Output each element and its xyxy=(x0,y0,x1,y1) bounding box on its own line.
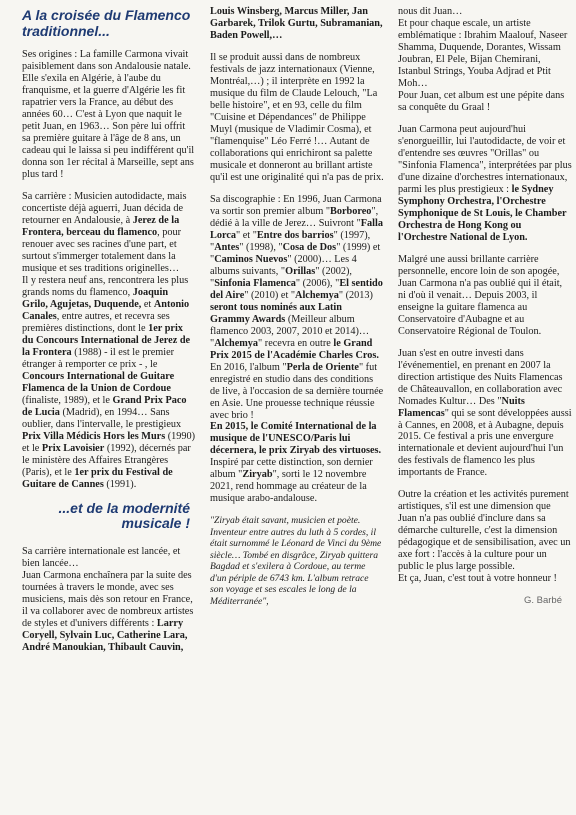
international-career-paragraph: Sa carrière internationale est lancée, et bien lancée… xyxy=(22,546,181,570)
collaborations-paragraph: Juan Carmona enchaînera par la suite des tournées à travers le monde, avec ses musiciens, mais dès son retour en France, il va collaborer avec de nombreux artistes de styles et d'univers différents : Larry Coryell, Sylvain Luc, Catherine Lara, André Manoukian, Thibault Cauvin, xyxy=(22,570,194,653)
teaching-paragraph: Malgré une aussi brillante carrière personnelle, encore loin de son apogée, Juan Carmona n'a pas oublié qui il était, ni d'où il venait… Depuis 2003, il enseigne la guitare flamenca au Conservatoire d'Aubagne et au Conservatoire Régional de Toulon. xyxy=(398,253,563,337)
festivals-paragraph: Il se produit aussi dans de nombreux festivals de jazz internationaux (Vienne, Montréal,…) ; il interprète en 1992 la musique du film de Claude Lelouch, "La belle histoire", et en 93, celle du film "Cuisine et Dépendances" de Philippe Muyl (musique de Vladimir Cosma), et "flamenquise" Léo Ferré !… Autant de collaborations qui enrichiront sa palette musicale et donneront au brillant artiste qu'il est une originalité qui n'a pas de prix. xyxy=(210,51,384,183)
album-guests-paragraph: Et pour chaque escale, un artiste emblématique : Ibrahim Maalouf, Naseer Shamma, Duquende, Dorantes, Wissam Joubran, El Pele, Bijan Chemirani, Istanbul Strings, Youba Adjrad et Ptit Moh… xyxy=(398,17,568,89)
author-signature: G. Barbé xyxy=(523,595,562,607)
section-heading-modernity: ...et de la modernité musicale ! xyxy=(58,499,190,532)
perla-de-oriente-paragraph: En 2016, l'album "Perla de Oriente" fut enregistré en studio dans des conditions de live, à l'occasion de sa dernière tournée en Asie. Une prouesse technique réussie avec brio ! xyxy=(210,361,384,421)
origins-paragraph: Ses origines : La famille Carmona vivait paisiblement dans son Andalousie natale. Elle s'exila en Algérie, à l'aube du franquisme, et la guerre d'Algérie les fit rapatrier vers la France, au début des années 60… C'est à Lyon que naquit le petit Juan, en 1963… Son père lui offrit sa première guitare à l'âge de 8 ans, un cadeau qui le laissa si peu indifférent qu'il donna son 1er récital à Marseille, sept ans plus tard ! xyxy=(22,49,195,181)
awards-paragraph: Il y restera neuf ans, rencontrera les plus grands noms du flamenco, Joaquin Grilo, Agujetas, Duquende, et Antonio Canales, entre autres, et recevra ses premières distinctions, dont le 1er prix du Concours International de Jerez de la Frontera (1988) - il est le premier étranger à remporter ce prix - , le Concours International de Guitare Flamenca de la Union de Cordoue (finaliste, 1989), et le Grand Prix Paco de Lucia (Madrid), en 1994… Sans oublier, dans l'intervalle, le prestigieux Prix Villa Médicis Hors les Murs (1990) et le Prix Lavoisier (1992), décernés par le ministère des Affaires Etrangères (Paris), et le 1er prix du Festival de Guitare de Cannes (1991). xyxy=(22,275,196,490)
column-1 xyxy=(22,6,196,815)
career-paragraph: Sa carrière : Musicien autodidacte, mais concertiste déjà aguerri, Juan décida de retourner en Andalousie, à Jerez de la Frontera, berceau du flamenco, pour renouer avec ses racines d'une part, et surtout s'immerger totalement dans la musique et ses traditions originelles… xyxy=(22,191,187,275)
discography-paragraph: Sa discographie : En 1996, Juan Carmona va sortir son premier album "Borboreo", dédié à la ville de Jerez… Suivront "Falla Lorca" et "Entre dos barrios" (1997), "Antes" (1998), "Cosa de Dos" (1999) et "Caminos Nuevos" (2000)… Les 4 albums suivants, "Orillas" (2002), "Sinfonia Flamenca" (2006), "El sentido del Aire" (2010) et "Alchemya" (2013) seront tous nominés aux Latin Grammy Awards (Meilleur album flamenco 2003, 2007, 2010 et 2014)… "Alchemya" recevra en outre le Grand Prix 2015 de l'Académie Charles Cros. xyxy=(210,193,383,361)
column-3 xyxy=(398,6,572,815)
quote-attribution: nous dit Juan… xyxy=(398,6,463,17)
ziryab-album-paragraph: Inspiré par cette distinction, son dernier album "Ziryab", sorti le 12 novembre 2021, rend hommage au créateur de la musique arabo-andalouse. xyxy=(210,457,373,505)
unesco-prize-paragraph: En 2015, le Comité International de la musique de l'UNESCO/Paris lui décernera, le prix Ziryab des virtuoses. xyxy=(210,421,382,457)
section-heading-traditional: A la croisée du Flamenco traditionnel... xyxy=(22,7,191,39)
pedagogy-paragraph: Outre la création et les activités purement artistiques, s'il est une dimension que Juan n'a pas oublié d'inclure dans sa démarche culturelle, c'est la dimension pédagogique et de sensibilisation, avec un axe fort : l'accès à la culture pour un public le plus large possible. xyxy=(398,489,571,573)
festival-direction-paragraph: Juan s'est en outre investi dans l'événementiel, en prenant en 2007 la direction artistique des Nuits Flamencas de Châteauvallon, en collaboration avec Nomades Kultur… Des "Nuits Flamencas" qui se sont développées aussi à Cannes, en 2008, et à Aubagne, depuis 2015. Ce festival a pris une envergure internationale et devient aujourd'hui l'un des festivals de flamenco les plus importants de France. xyxy=(398,347,572,479)
collaborators-continued: Louis Winsberg, Marcus Miller, Jan Garbarek, Trilok Gurtu, Subramanian, Baden Powell,… xyxy=(210,6,383,41)
closing-line: Et ça, Juan, c'est tout à votre honneur ! xyxy=(398,573,557,585)
ziryab-quote: "Ziryab était savant, musicien et poète. Inventeur entre autres du luth à 5 cordes, il était surnommé le Léonard de Vinci du 9ème siècle… Tombé en disgrâce, Ziryab quittera Bagdad et s'exilera à Cordoue, au terme d'un périple de 6743 km. L'album retrace son voyage et ses escales le long de la Méditerranée", xyxy=(210,515,382,607)
graal-paragraph: Pour Juan, cet album est une pépite dans sa conquête du Graal ! xyxy=(398,89,565,113)
orchestras-paragraph: Juan Carmona peut aujourd'hui s'enorgueillir, lui l'autodidacte, de voir et d'entendre ses œuvres "Orillas" ou "Sinfonia Flamenca", interprétées par plus d'une dizaine d'orchestres internationaux, parmi les plus prestigieux : le Sydney Symphony Orchestra, l'Orchestre Symphonique de St Louis, le Chamber Orchestra de Hong Kong ou l'Orchestre National de Lyon. xyxy=(398,123,572,243)
column-2 xyxy=(210,6,384,815)
